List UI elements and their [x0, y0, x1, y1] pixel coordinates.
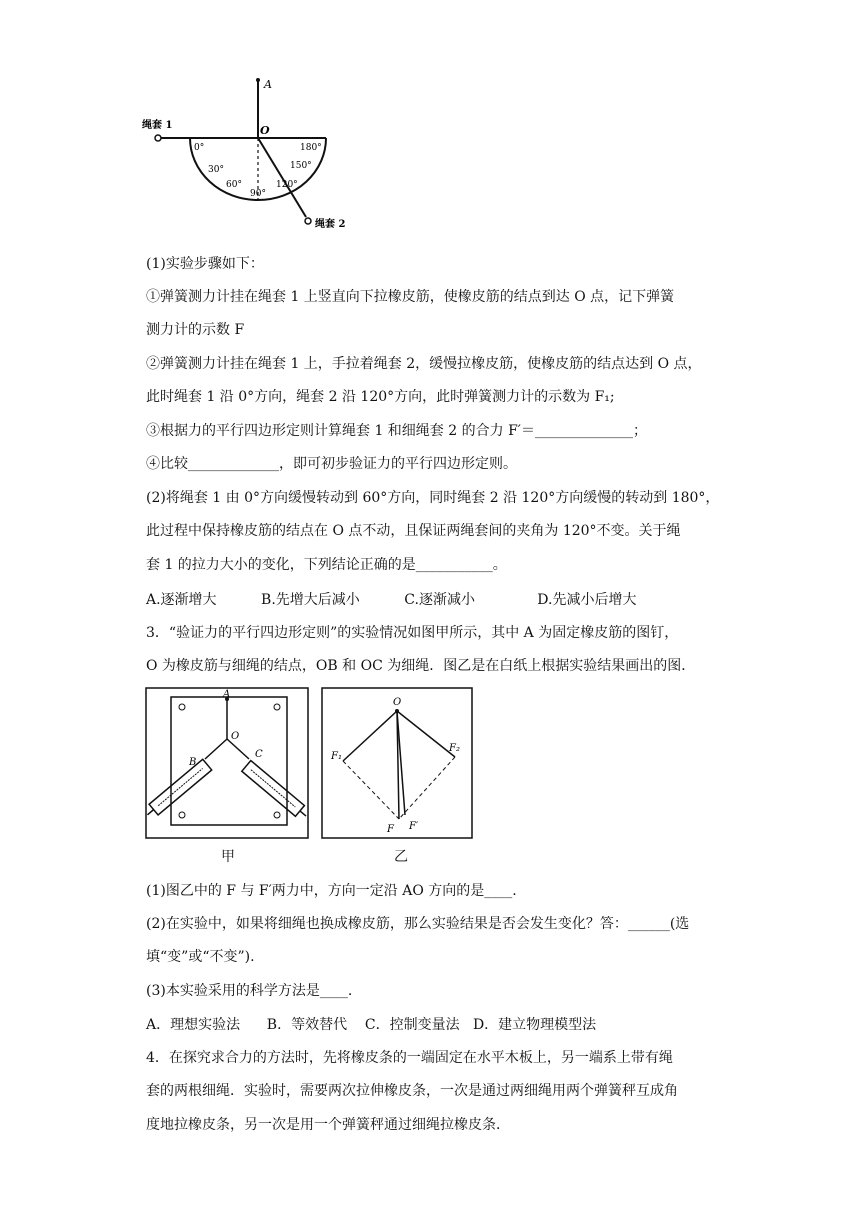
- q4-line3: 度地拉橡皮条，另一次是用一个弹簧秤通过细绳拉橡皮条．: [146, 1117, 510, 1133]
- yi-label-f1: F₁: [331, 751, 342, 762]
- q2-step2-line1: ②弹簧测力计挂在绳套 1 上，手拉着绳套 2，缓慢拉橡皮筋，使橡皮筋的结点达到 O 点，: [146, 356, 702, 372]
- angle-150: 150°: [290, 161, 312, 171]
- q4-line2: 套的两根细绳．实验时，需要两次拉伸橡皮条，一次是通过两细绳用两个弹簧秤互成角: [146, 1083, 678, 1099]
- q2-step4: ④比较_____________，即可初步验证力的平行四边形定则。: [146, 456, 517, 472]
- label-a: A: [264, 78, 272, 91]
- jia-label-b: B: [189, 757, 197, 768]
- q2-step1-line1: ①弹簧测力计挂在绳套 1 上竖直向下拉橡皮筋，使橡皮筋的结点到达 O 点，记下弹簧: [146, 289, 675, 305]
- angle-30: 30°: [208, 165, 224, 175]
- q4-line1: 4．在探究求合力的方法时，先将橡皮条的一端固定在水平木板上，另一端系上带有绳: [146, 1050, 673, 1066]
- q3-intro-line2: O 为橡皮筋与细绳的结点，OB 和 OC 为细绳．图乙是在白纸上根据实验结果画出的图．: [146, 658, 696, 674]
- caption-jia: 甲: [221, 849, 235, 865]
- angle-120: 120°: [276, 180, 298, 190]
- angle-90: 90°: [250, 189, 266, 199]
- jia-label-a: A: [223, 689, 231, 700]
- yi-label-f2: F₂: [449, 743, 460, 754]
- figure-jia: [145, 687, 309, 839]
- jia-label-c: C: [255, 749, 263, 760]
- q2-options: A.逐渐增大 B.先增大后减小 C.逐渐减小 D.先减小后增大: [146, 592, 637, 608]
- q3-part1: (1)图乙中的 F 与 F′两力中，方向一定沿 AO 方向的是____.: [146, 883, 517, 899]
- angle-180: 180°: [300, 143, 322, 153]
- label-o: O: [260, 124, 270, 137]
- q2-step1-line2: 测力计的示数 F: [146, 322, 245, 338]
- angle-60: 60°: [226, 180, 242, 190]
- rope1-label: 绳套 1: [142, 120, 173, 131]
- angle-0: 0°: [194, 143, 205, 153]
- yi-label-fprime: F′: [409, 821, 419, 832]
- caption-yi: 乙: [394, 849, 408, 865]
- q2-step2-line2: 此时绳套 1 沿 0°方向，绳套 2 沿 120°方向，此时弹簧测力计的示数为 F₁;: [146, 389, 615, 405]
- rope2-label: 绳套 2: [315, 219, 346, 230]
- q3-part3: (3)本实验采用的科学方法是____.: [146, 983, 353, 999]
- yi-label-f: F: [387, 824, 394, 835]
- figure-yi: [321, 687, 473, 839]
- q3-part2-line2: 填“变”或“不变”).: [146, 949, 255, 965]
- q3-part2-line1: (2)在实验中，如果将细绳也换成橡皮筋，那么实验结果是否会发生变化？答：______(选: [146, 916, 690, 932]
- q3-intro-line1: 3．“验证力的平行四边形定则”的实验情况如图甲所示，其中 A 为固定橡皮筋的图钉，: [146, 625, 679, 641]
- protractor-figure: [140, 72, 370, 232]
- q3-options: A．理想实验法 B．等效替代 C．控制变量法 D．建立物理模型法: [146, 1017, 597, 1033]
- q2-step3: ③根据力的平行四边形定则计算绳套 1 和细绳套 2 的合力 F′＝______________；: [146, 423, 647, 439]
- yi-label-o: O: [393, 697, 402, 708]
- q2-part2-line1: (2)将绳套 1 由 0°方向缓慢转动到 60°方向，同时绳套 2 沿 120°方向缓慢的转动到 180°，: [146, 490, 720, 506]
- q2-part2-line3: 套 1 的拉力大小的变化，下列结论正确的是___________。: [146, 557, 507, 573]
- jia-label-o: O: [231, 731, 240, 742]
- q2-part2-line2: 此过程中保持橡皮筋的结点在 O 点不动，且保证两绳套间的夹角为 120°不变。关于绳: [146, 523, 681, 539]
- q2-part1-heading: (1)实验步骤如下：: [146, 256, 264, 272]
